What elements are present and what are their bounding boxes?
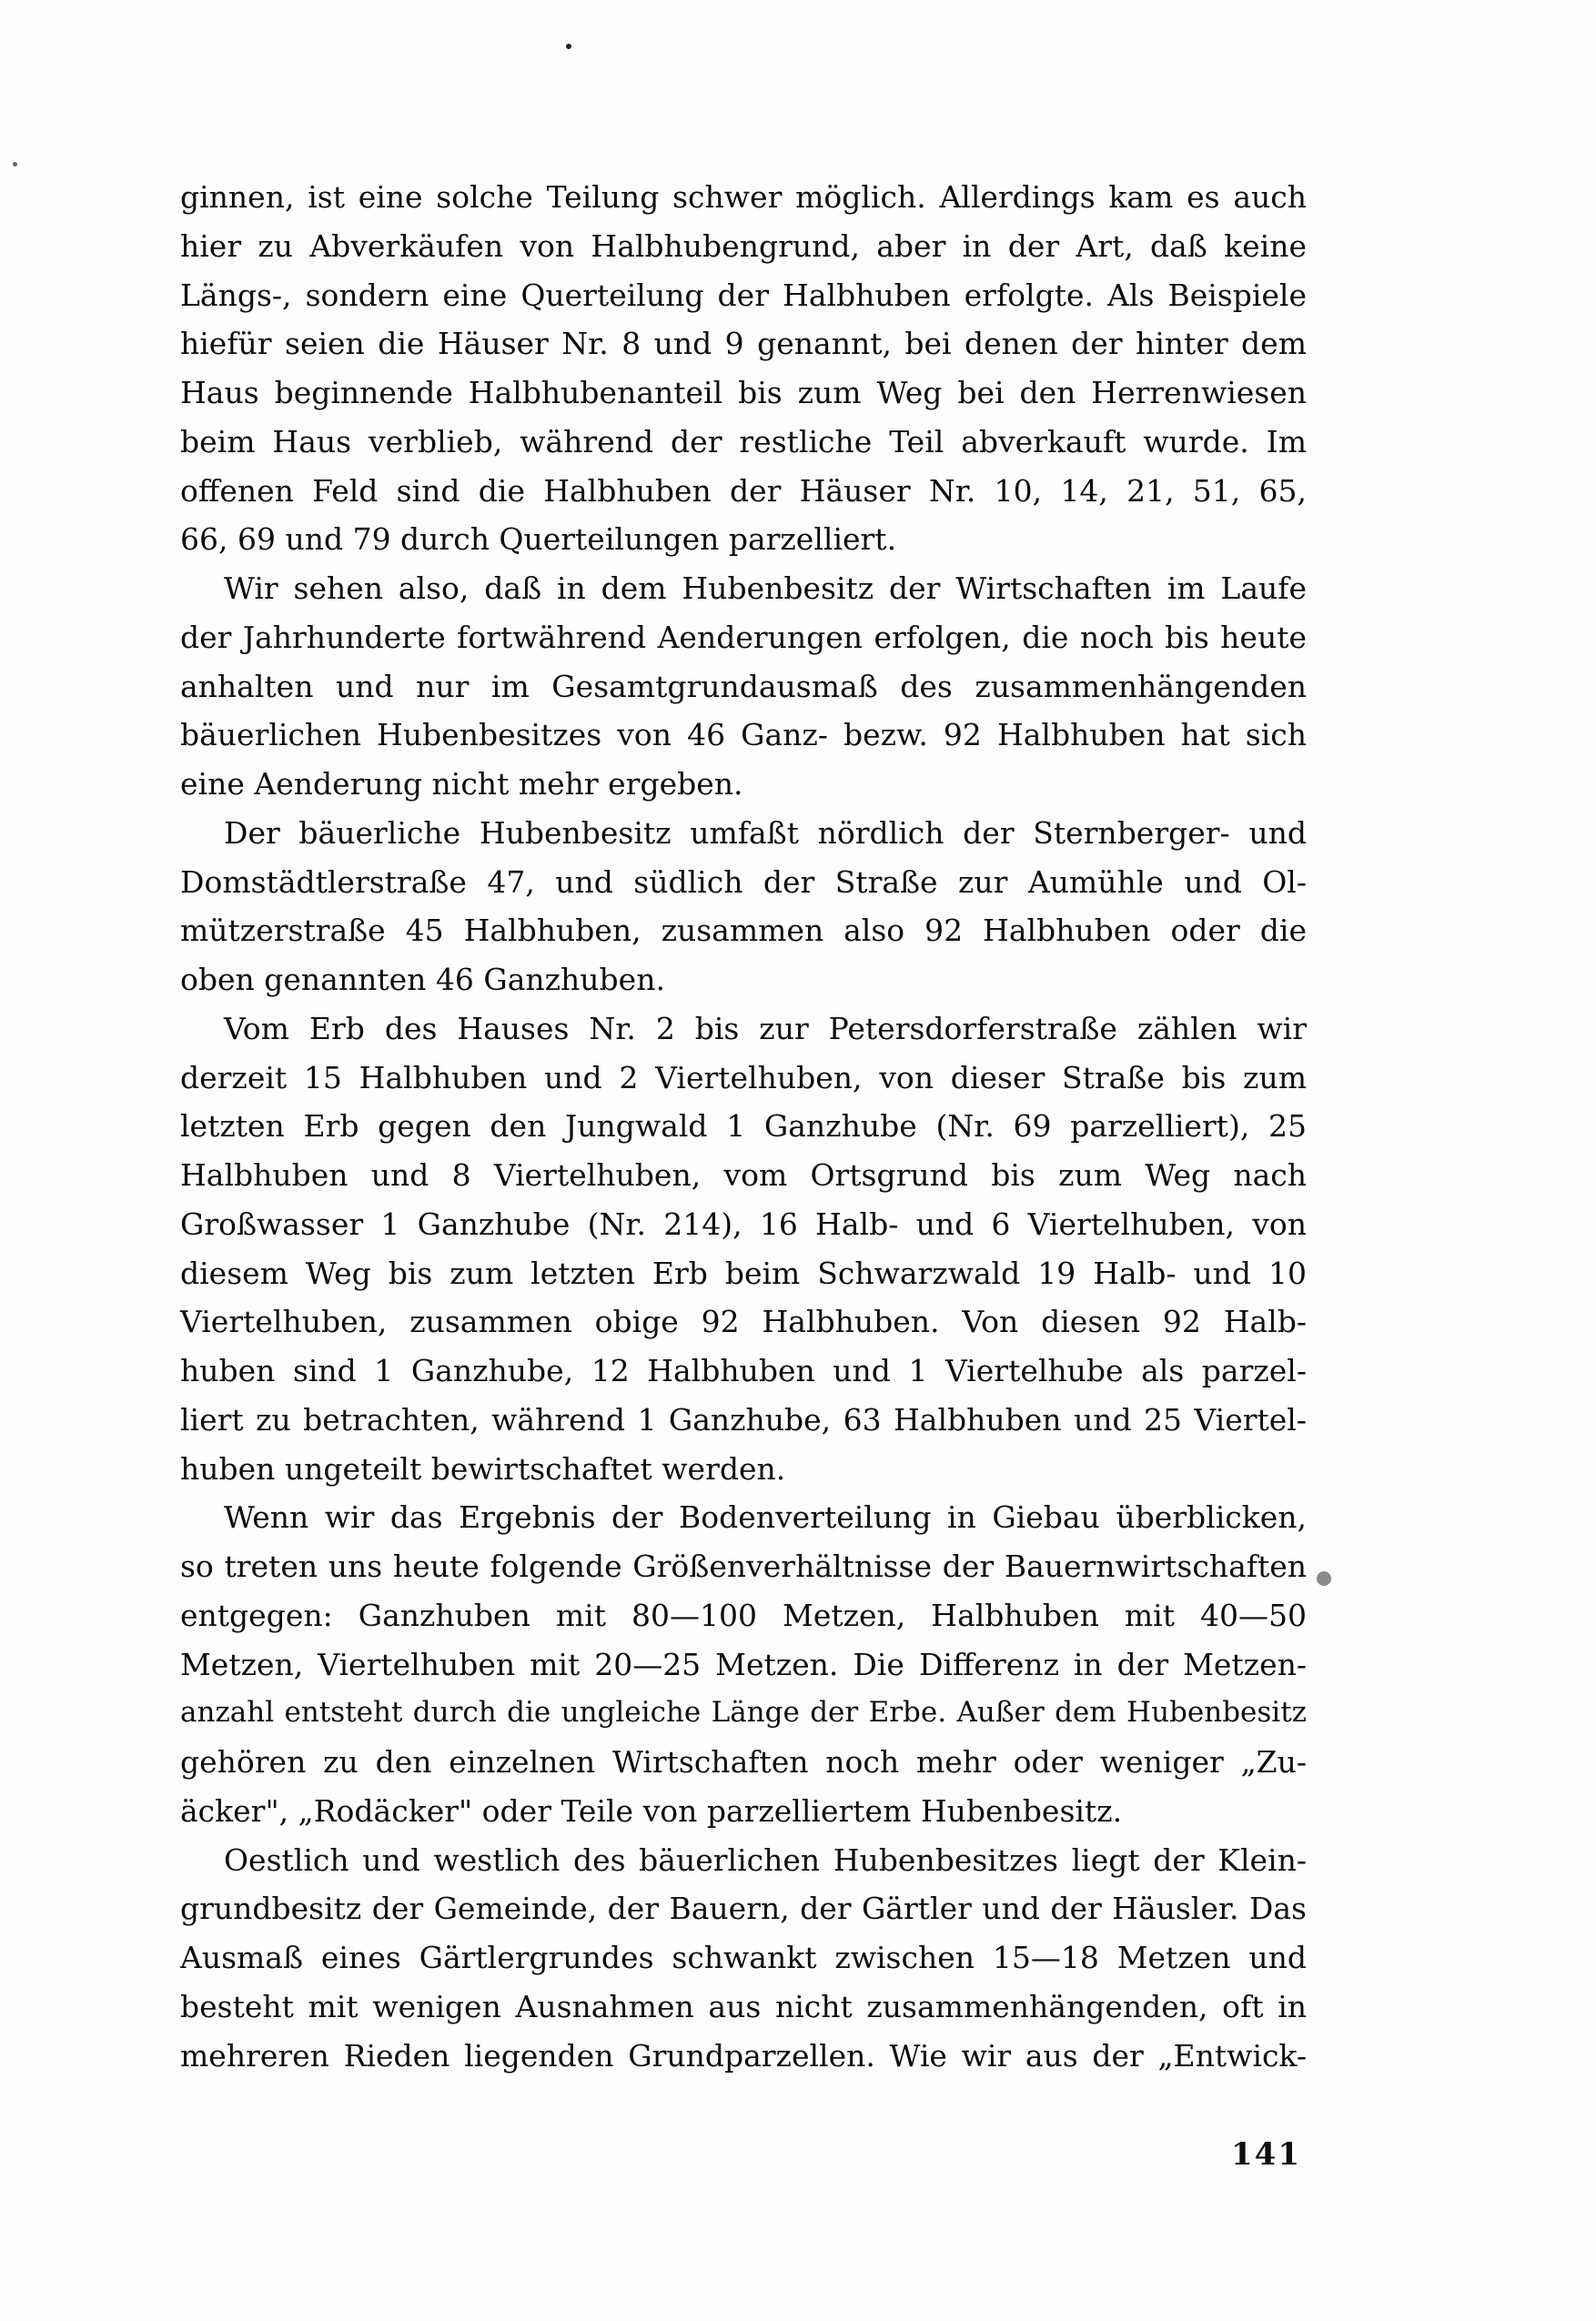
- speck-mark: [1317, 1571, 1331, 1586]
- text-line: derzeit 15 Halbhuben und 2 Viertelhuben, von dieser Straße bis zum: [180, 1059, 1307, 1095]
- text-line: hiefür seien die Häuser Nr. 8 und 9 genannt, bei denen der hinter dem: [180, 326, 1307, 362]
- text-line: mehreren Rieden liegenden Grundparzellen. Wie wir aus der „Entwick-: [180, 2037, 1307, 2074]
- text-line: Vom Erb des Hauses Nr. 2 bis zur Petersdorferstraße zählen wir: [224, 1010, 1307, 1046]
- text-line: Der bäuerliche Hubenbesitz umfaßt nördlich der Sternberger- und: [224, 814, 1307, 851]
- text-line: Domstädtlerstraße 47, und südlich der Straße zur Aumühle und Ol-: [180, 863, 1307, 900]
- text-line: anhalten und nur im Gesamtgrundausmaß des zusammenhängenden: [180, 668, 1307, 704]
- text-line: Oestlich und westlich des bäuerlichen Hubenbesitzes liegt der Klein-: [224, 1842, 1307, 1878]
- text-line: Metzen, Viertelhuben mit 20—25 Metzen. Die Differenz in der Metzen-: [180, 1646, 1307, 1682]
- body-text: [180, 173, 1307, 2080]
- text-line: diesem Weg bis zum letzten Erb beim Schwarzwald 19 Halb- und 10: [180, 1255, 1307, 1291]
- text-line: huben sind 1 Ganzhube, 12 Halbhuben und 1 Viertelhube als parzel-: [180, 1353, 1307, 1388]
- text-line: 66, 69 und 79 durch Querteilungen parzelliert.: [180, 521, 897, 558]
- text-line: Längs-, sondern eine Querteilung der Halbhuben erfolgte. Als Beispiele: [180, 277, 1307, 313]
- text-line: anzahl entsteht durch die ungleiche Länge der Erbe. Außer dem Hubenbesitz: [180, 1696, 1307, 1730]
- text-line: grundbesitz der Gemeinde, der Bauern, der Gärtler und der Häusler. Das: [180, 1891, 1307, 1927]
- text-line: entgegen: Ganzhuben mit 80—100 Metzen, Halbhuben mit 40—50: [180, 1597, 1307, 1633]
- text-line: letzten Erb gegen den Jungwald 1 Ganzhube (Nr. 69 parzelliert), 25: [180, 1108, 1307, 1145]
- speck-mark: [13, 162, 17, 167]
- text-line: oben genannten 46 Ganzhuben.: [180, 962, 665, 997]
- text-line: besteht mit wenigen Ausnahmen aus nicht zusammenhängenden, oft in: [180, 1988, 1307, 2024]
- text-line: der Jahrhunderte fortwährend Aenderungen erfolgen, die noch bis heute: [180, 619, 1307, 655]
- text-line: äcker", „Rodäcker" oder Teile von parzelliertem Hubenbesitz.: [180, 1792, 1123, 1829]
- text-line: hier zu Abverkäufen von Halbhubengrund, aber in der Art, daß keine: [180, 227, 1307, 264]
- text-line: eine Aenderung nicht mehr ergeben.: [180, 766, 743, 802]
- text-line: Halbhuben und 8 Viertelhuben, vom Ortsgrund bis zum Weg nach: [180, 1157, 1307, 1193]
- text-line: Wir sehen also, daß in dem Hubenbesitz der Wirtschaften im Laufe: [224, 570, 1307, 606]
- speck-mark: [566, 44, 571, 49]
- text-line: Wenn wir das Ergebnis der Bodenverteilung in Giebau überblicken,: [224, 1499, 1307, 1536]
- text-line: beim Haus verblieb, während der restliche Teil abverkauft wurde. Im: [180, 423, 1307, 459]
- text-line: Viertelhuben, zusammen obige 92 Halbhuben. Von diesen 92 Halb-: [180, 1304, 1307, 1340]
- text-line: huben ungeteilt bewirtschaftet werden.: [180, 1450, 786, 1487]
- text-line: Haus beginnende Halbhubenanteil bis zum Weg bei den Herrenwiesen: [180, 375, 1307, 410]
- text-line: so treten uns heute folgende Größenverhältnisse der Bauernwirtschaften: [180, 1549, 1307, 1584]
- text-line: ginnen, ist eine solche Teilung schwer möglich. Allerdings kam es auch: [180, 179, 1307, 215]
- text-line: Ausmaß eines Gärtlergrundes schwankt zwischen 15—18 Metzen und: [180, 1940, 1307, 1975]
- text-line: mützerstraße 45 Halbhuben, zusammen also 92 Halbhuben oder die: [180, 913, 1307, 949]
- page-number: 141: [1231, 2136, 1301, 2173]
- text-line: bäuerlichen Hubenbesitzes von 46 Ganz- bezw. 92 Halbhuben hat sich: [180, 717, 1307, 753]
- text-line: gehören zu den einzelnen Wirtschaften noch mehr oder weniger „Zu-: [180, 1744, 1307, 1780]
- text-line: liert zu betrachten, während 1 Ganzhube, 63 Halbhuben und 25 Viertel-: [180, 1401, 1307, 1438]
- text-line: Großwasser 1 Ganzhube (Nr. 214), 16 Halb- und 6 Viertelhuben, von: [180, 1206, 1307, 1242]
- text-line: offenen Feld sind die Halbhuben der Häuser Nr. 10, 14, 21, 51, 65,: [180, 472, 1307, 509]
